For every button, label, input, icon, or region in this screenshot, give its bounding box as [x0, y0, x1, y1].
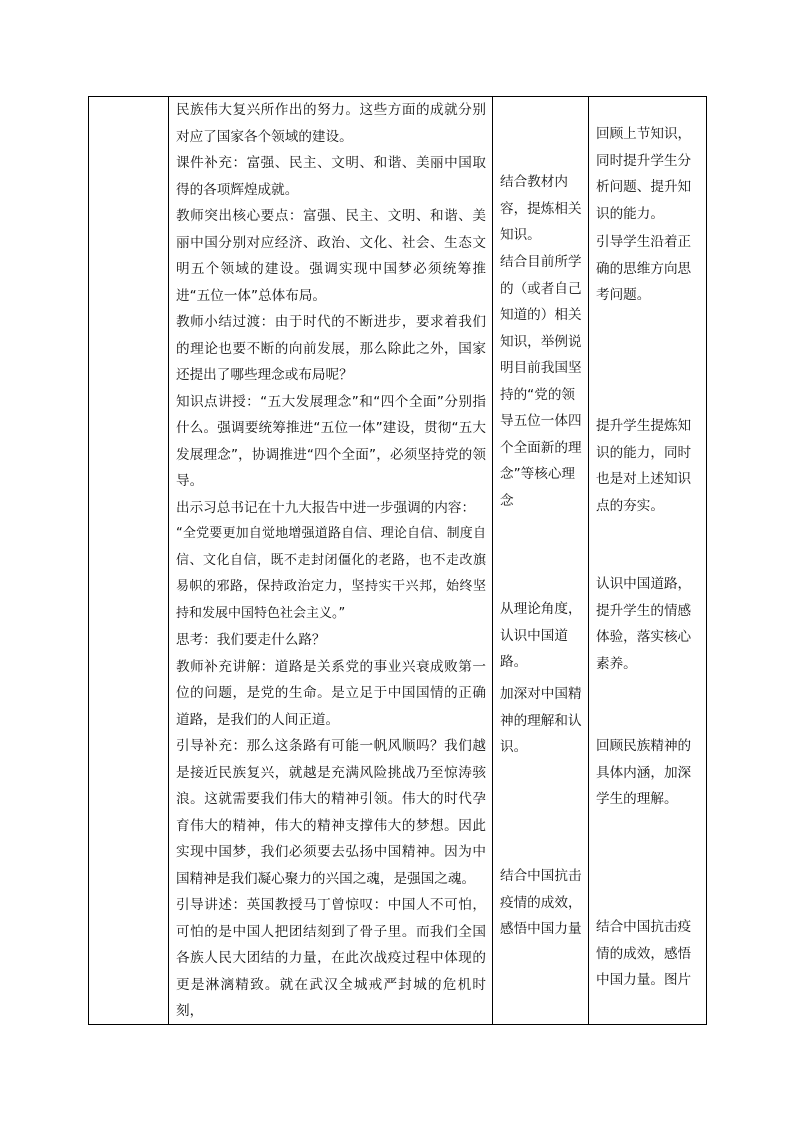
teacher-activity-column: [169, 97, 492, 1024]
lesson-plan-table: [88, 96, 707, 1025]
teacher-activity-paragraph: 知识点讲授：“五大发展理念”和“四个全面”分别指什么。强调要统筹推进“五位一体”建设，贯彻“五大发展理念”，协调推进“四个全面”，必须坚持党的领导。: [176, 393, 486, 489]
teacher-activity-paragraph: 引导讲述：英国教授马丁曾惊叹：中国人不可怕，可怕的是中国人把团结刻到了骨子里。而我们全国各族人民大团结的力量，在此次战疫过程中体现的更是淋漓精致。就在武汉全城戒严封城的危机时刻，: [176, 897, 486, 1019]
teacher-activity-paragraph: 教师补充讲解：道路是关系党的事业兴衰成败第一位的问题，是党的生命。是立足于中国国情的正确道路，是我们的人间正道。: [176, 658, 486, 728]
design-intent-paragraph: 提升学生提炼知识的能力，同时也是对上述知识点的夯实。: [596, 418, 692, 514]
quote-paragraph: “全党要更加自觉地增强道路自信、理论自信、制度自信、文化自信，既不走封闭僵化的老路，也不走改旗易帜的邪路，保持政治定力，坚持实干兴邦，始终坚持和发展中国特色社会主义。”: [176, 526, 486, 621]
design-intent-column: [589, 97, 707, 1024]
teacher-activity-paragraph: 民族伟大复兴所作出的努力。这些方面的成就分别对应了国家各个领域的建设。: [176, 102, 486, 145]
design-intent-paragraph: 引导学生沿着正确的思维方向思考问题。: [596, 234, 692, 303]
teacher-activity-paragraph: 教师突出核心要点：富强、民主、文明、和谐、美丽中国分别对应经济、政治、文化、社会、生态文明五个领域的建设。强调实现中国梦必须统筹推进“五位一体”总体布局。: [176, 208, 486, 304]
student-activity-paragraph: 结合中国抗击疫情的成效，感悟中国力量: [500, 868, 582, 937]
teacher-activity-paragraph: 引导补充：那么这条路有可能一帆风顺吗？我们越是接近民族复兴，就越是充满风险挑战乃至惊涛骇浪。这就需要我们伟大的精神引领。伟大的时代孕育伟大的精神，伟大的精神支撑伟大的梦想。因此实现中国梦，我们必须要去弘扬中国精神。因为中国精神是我们凝心聚力的兴国之魂，是强国之魂。: [176, 738, 486, 887]
teacher-activity-paragraph: 出示习总书记在十九大报告中进一步强调的内容：: [176, 499, 476, 516]
design-intent-paragraph: 回顾上节知识，同时提升学生分析问题、提升知识的能力。: [596, 126, 692, 222]
design-intent-paragraph: 结合中国抗击疫情的成效，感悟中国力量。图片: [596, 919, 692, 988]
teacher-activity-paragraph: 课件补充：富强、民主、文明、和谐、美丽中国取得的各项辉煌成就。: [176, 155, 486, 198]
stage-column: [89, 97, 168, 1024]
student-activity-column: [493, 97, 588, 1024]
student-activity-paragraph: 加深对中国精神的理解和认识。: [500, 686, 582, 755]
student-activity-paragraph: 结合教材内容，提炼相关知识。: [500, 174, 582, 243]
design-intent-paragraph: 回顾民族精神的具体内涵，加深学生的理解。: [596, 738, 692, 807]
design-intent-paragraph: 认识中国道路，提升学生的情感体验，落实核心素养。: [596, 576, 692, 672]
teacher-activity-paragraph: 思考：我们要走什么路？: [176, 632, 326, 648]
teacher-activity-paragraph: 教师小结过渡：由于时代的不断进步，要求着我们的理论也要不断的向前发展，那么除此之外，国家还提出了哪些理念或布局呢？: [176, 314, 486, 383]
student-activity-paragraph: 结合目前所学的（或者自己知道的）相关知识，举例说明目前我国坚持的“党的领导五位一体四个全面新的理念”等核心理念: [500, 254, 582, 509]
student-activity-paragraph: 从理论角度，认识中国道路。: [500, 601, 582, 670]
